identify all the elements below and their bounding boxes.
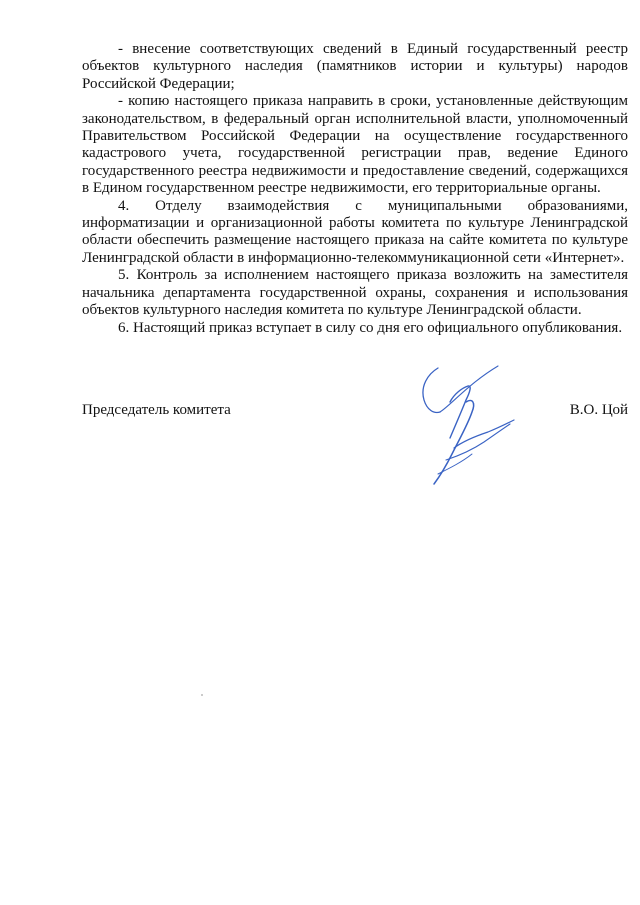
paragraph-item-5: 5. Контроль за исполнением настоящего приказа возложить на заместителя начальника департамента государственной охраны, сохранения и использования объектов культурного наследия комитета по культуре Ленинградской области. bbox=[82, 267, 628, 319]
paragraph-item-6: 6. Настоящий приказ вступает в силу со дня его официального опубликования. bbox=[118, 319, 623, 336]
scan-artifact bbox=[201, 694, 203, 696]
handwritten-signature bbox=[410, 362, 540, 492]
paragraph-item-4: 4. Отделу взаимодействия с муниципальными образованиями, информатизации и организационной работы комитета по культуре Ленинградской области обеспечить размещение настоящего приказа на сайте комитета по культуре Ленинградской области в информационно-телекоммуникационной сети «Интернет». bbox=[82, 197, 628, 266]
signer-title: Председатель комитета bbox=[82, 402, 231, 418]
paragraph-copy-to-federal-body: - копию настоящего приказа направить в сроки, установленные действующим законодательством, в федеральный орган исполнительной власти, уполномоченный Правительством Российской Федерации на осуществление государственного кадастрового учета, государственной регистрации прав, ведение Единого государственного реестра недвижимости и предоставление сведений, содержащихся в Едином государственном реестре недвижимости, его территориальные органы. bbox=[82, 93, 628, 197]
paragraph-registry-entry: - внесение соответствующих сведений в Единый государственный реестр объектов культурного наследия (памятников истории и культуры) народов Российской Федерации; bbox=[82, 41, 628, 92]
signer-name: В.О. Цой bbox=[569, 402, 628, 418]
document-body bbox=[82, 41, 628, 337]
